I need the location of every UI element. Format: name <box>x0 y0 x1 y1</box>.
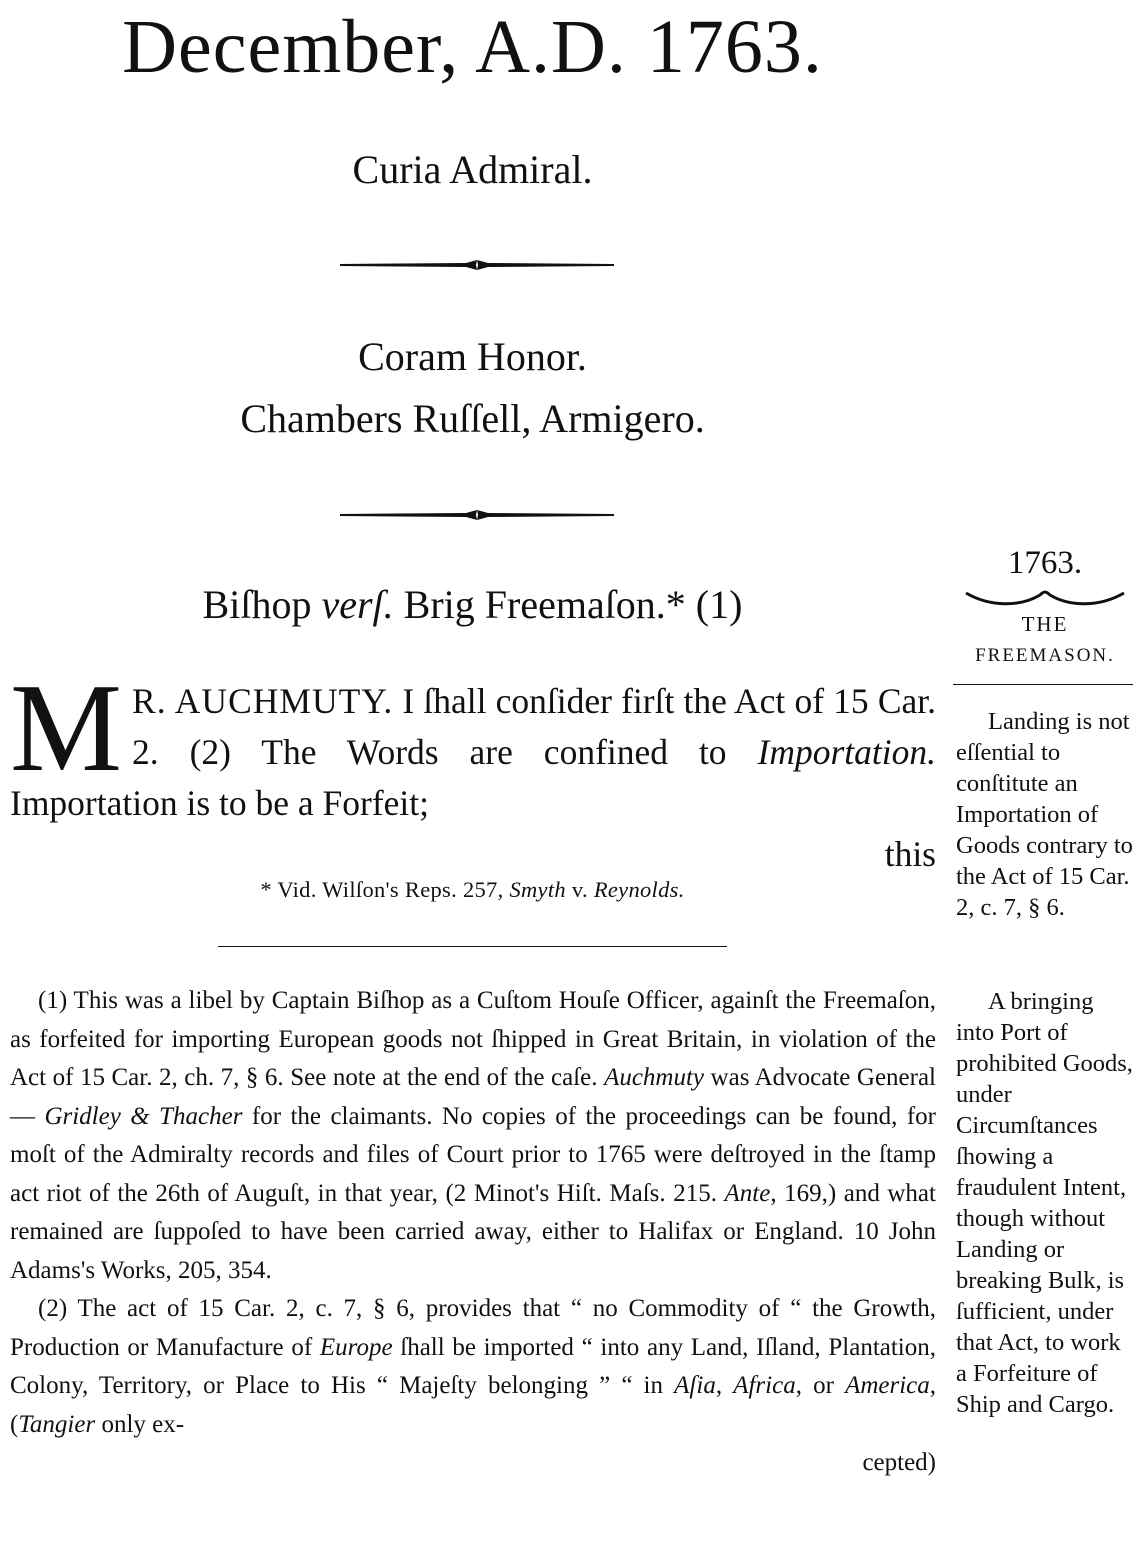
court-heading: Curia Admiral. <box>352 147 593 192</box>
footnote-separator-rule <box>218 946 727 947</box>
margin-swash-ornament <box>960 585 1130 609</box>
footnote-2-italic-1: Europe <box>319 1333 393 1361</box>
footnote-2-text-2: ſhall be imported “ into any Land, Iſland, Plantation, Colony, Territory, or Place to His “ Majeſty belonging ” “ in <box>10 1333 937 1399</box>
footnote-1 <box>10 982 936 1290</box>
margin-year: 1763. <box>1007 545 1083 581</box>
margin-note-2: A bringing into Port of prohibited Goods, under Circumſtances ſhowing a fraudulent Intent, though without Landing or breaking Bulk, is ſufficient, under that Act, to work a Forfeiture of Ship and Cargo. <box>956 988 1133 1418</box>
page-date-heading: December, A.D. 1763. <box>122 5 823 89</box>
judge-line-2: Chambers Ruſſell, Armigero. <box>240 396 705 441</box>
margin-caption-line-2: FREEMASON. <box>975 645 1115 666</box>
judge-line-1: Coram Honor. <box>358 334 587 379</box>
catchword: this <box>884 834 936 874</box>
footnote-1-text-4: , 169,) and what remained are ſuppoſed to have been carried away, either to Halifax or England. 10 John Adams's Works, 205, 354. <box>10 1179 936 1284</box>
star-footnote <box>0 872 945 908</box>
star-note-prefix: * Vid. Wilſon's Reps. 257, <box>260 877 510 902</box>
ornament-divider-top <box>336 258 618 272</box>
star-note-versus: v. <box>565 877 594 902</box>
footnotes <box>10 982 936 1483</box>
footnote-2-italic-2: Aſia <box>674 1372 716 1399</box>
margin-note-1: Landing is not eſſential to conſtitute an Importation of Goods contrary to the Act of 15 Car. 2, c. 7, § 6. <box>956 708 1133 921</box>
footnote-2-text-1: (2) The act of 15 Car. 2, c. 7, § 6, provides that “ no Commodity of “ the Growth, Production or Manufacture of <box>10 1295 936 1361</box>
main-text-part-2: Importation is to be a Forfeit; <box>10 783 430 823</box>
case-title-versus: verſ. <box>321 582 394 627</box>
footnote-2-italic-5: Tangier <box>18 1410 96 1438</box>
footnote-1-italic-2: Gridley & Thacher <box>44 1102 243 1130</box>
footnote-1-text-3: for the claimants. No copies of the proceedings can be found, for moſt of the Admiralty records and files of Court prior to 1765 were deſtroyed in the ſtamp act riot of the 26th of Auguſt, in that year, (2 Minot's Hiſt. Maſs. 215. <box>10 1102 937 1207</box>
footnote-2-italic-4: America <box>845 1372 930 1399</box>
star-note-party-2: Reynolds. <box>593 877 685 902</box>
footnote-1-text-2: was Advocate General — <box>10 1064 937 1130</box>
margin-rule <box>953 684 1133 685</box>
footnote-2-end: cepted) <box>862 1449 936 1476</box>
footnote-2-text-6: only ex- <box>95 1410 185 1438</box>
footnote-2-text-4: , or <box>795 1372 846 1399</box>
case-title-party: Biſhop <box>202 582 322 627</box>
footnote-2-text-3: , <box>715 1372 734 1399</box>
footnote-1-italic-1: Auchmuty <box>604 1064 705 1091</box>
margin-caption-line-1: THE <box>1021 612 1069 636</box>
footnote-2-italic-3: Africa <box>733 1372 796 1399</box>
case-title <box>0 580 945 630</box>
speaker-lead: R. AUCHMUTY. <box>132 681 394 721</box>
main-text-italic-importation: Importation. <box>757 732 936 772</box>
case-title-vessel: Brig Freemaſon.* (1) <box>393 582 743 627</box>
drop-cap: M <box>10 659 123 798</box>
ornament-divider-bottom <box>336 508 618 522</box>
footnote-2-text-5: , ( <box>10 1372 937 1438</box>
main-text-part-1: I ſhall conſider firſt the Act of 15 Car. 2. (2) The Words are confined to <box>132 681 936 772</box>
margin-caption <box>955 608 1135 672</box>
footnote-1-text-1: (1) This was a libel by Captain Biſhop as a Cuſtom Houſe Officer, againſt the Freemaſon, as forfeited for importing European goods not ſhipped in Great Britain, in violation of the Act of 15 Car. 2, ch. 7, § 6. See note at the end of the caſe. <box>10 987 936 1091</box>
main-text <box>10 659 936 880</box>
star-note-party-1: Smyth <box>509 877 566 902</box>
footnote-1-italic-3: Ante <box>724 1179 771 1207</box>
footnote-2 <box>10 1290 936 1444</box>
